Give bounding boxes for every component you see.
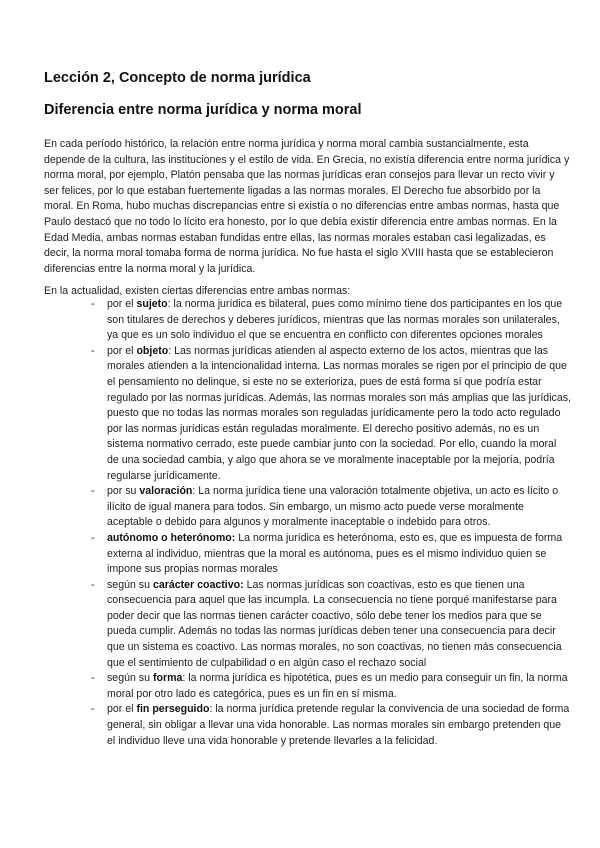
item-term: valoración [139, 485, 193, 498]
list-item-autonomo [107, 531, 571, 578]
item-text: La norma jurídica es heterónoma, esto es, que es impuesta de forma externa al individuo, mientras que la moral es autónoma, pues es el mismo individuo quien se impone sus propias normas morales [107, 531, 563, 576]
item-prefix: según su [107, 578, 153, 591]
item-prefix: por el [107, 703, 137, 716]
item-prefix: según su [107, 672, 153, 685]
differences-list [107, 297, 571, 749]
item-term: sujeto [136, 298, 168, 310]
item-text: : La norma jurídica tiene una valoración totalmente objetiva, un acto es lícito o ilícito de igual manera para todos. Sin embargo, un mismo acto puede verse moralmente aceptable o debido para algunos y moralmente inaceptable o indebido para otros. [107, 485, 559, 529]
list-item-valoracion [107, 484, 571, 531]
lesson-title: Lección 2, Concepto de norma jurídica [44, 70, 311, 86]
item-prefix: por el [107, 298, 137, 310]
item-prefix: por su [107, 485, 140, 498]
list-item-forma [107, 671, 571, 702]
section-title: Diferencia entre norma jurídica y norma moral [44, 102, 362, 118]
item-term: forma [152, 672, 183, 685]
item-term: autónomo o heterónomo: [107, 531, 236, 544]
item-text: : la norma jurídica pretende regular la convivencia de una sociedad de forma general, sin obligar a llevar una vida honorable. Las normas morales sin embargo pretenden que el individuo lleve una vida honorable y pretende llevarles a la felicidad. [107, 703, 570, 747]
item-text: : Las normas jurídicas atienden al aspecto externo de los actos, mientras que las morales atienden a la intencionalidad interna. Las normas morales se rigen por el principio de que el pensamiento no delinque, si este no se exterioriza, pues de está forma sí que podría estar regulado por las normas jurídicas. Además, las normas morales son más amplias que las jurídicas, puesto que no todas las normas morales son reguladas jurídicamente pero la todo acto regulado por las normas jurídicas están reguladas moralmente. El derecho positivo además, no es un sistema normativo cerrado, este puede cambiar junto con la sociedad. Por ello, cuando la moral de una sociedad cambia, y algo que ahora se ve moralmente inaceptable por la mejoría, podría regularse jurídicamente. [107, 344, 571, 482]
list-item-sujeto [107, 297, 571, 344]
item-text: Las normas jurídicas son coactivas, esto es que tienen una consecuencia para aquel que las incumpla. La consecuencia no tiene porqué manifestarse para poder decir que las normas tienen carácter coactivo, sólo debe tener los medios para que se pueda cumplir. Además no todas las normas jurídicas deben tener una consecuencia para decir que un sistema es coactivo. Las normas morales, no son coactivas, no tienen más consecuencia que el sentimiento de culpabilidad o en algún caso el rechazo social [107, 578, 562, 669]
item-text: : la norma jurídica es bilateral, pues como mínimo tiene dos participantes en los que son titulares de derechos y deberes jurídicos, mientras que las normas morales son unilaterales, ya que es un solo individuo el que se encuentra en conflicto con diferentes opciones morales [107, 298, 563, 342]
item-prefix: por el [107, 344, 137, 357]
list-item-coactivo [107, 578, 571, 672]
item-term: fin perseguido [136, 703, 210, 716]
list-item-fin [107, 702, 571, 749]
intro-paragraph: En cada período histórico, la relación entre norma jurídica y norma moral cambia sustancialmente, esta depende de la cultura, las instituciones y el estilo de vida. En Grecia, no existía diferencia entre norma jurídica y norma moral, por ejemplo, Platón pensaba que las normas jurídicas eran consejos para llevar un recto vivir y ser felices, por lo que estaban fuertemente ligadas a las normas morales. El Derecho fue absorbido por la moral. En Roma, hubo muchas discrepancias entre si existía o no diferencias entre ambas normas, hasta que Paulo destacó que no todo lo lícito era honesto, por lo que debía existir diferencia entre ambas normas. En la Edad Media, ambas normas estaban fundidas entre ellas, las normas morales estaban casi legalizadas, es decir, la norma moral tomaba forma de norma jurídica. No fue hasta el siglo XVIII hasta que se establecieron diferencias entre la norma moral y la jurídica. [44, 138, 570, 275]
list-intro: En la actualidad, existen ciertas diferencias entre ambas normas: [44, 285, 351, 297]
item-term: objeto [136, 344, 169, 357]
item-text: : la norma jurídica es hipotética, pues es un medio para conseguir un fin, la norma moral por otro lado es categórica, pues es un fin en sí misma. [107, 672, 568, 700]
list-item-objeto [107, 344, 571, 484]
item-term: carácter coactivo: [152, 578, 244, 591]
